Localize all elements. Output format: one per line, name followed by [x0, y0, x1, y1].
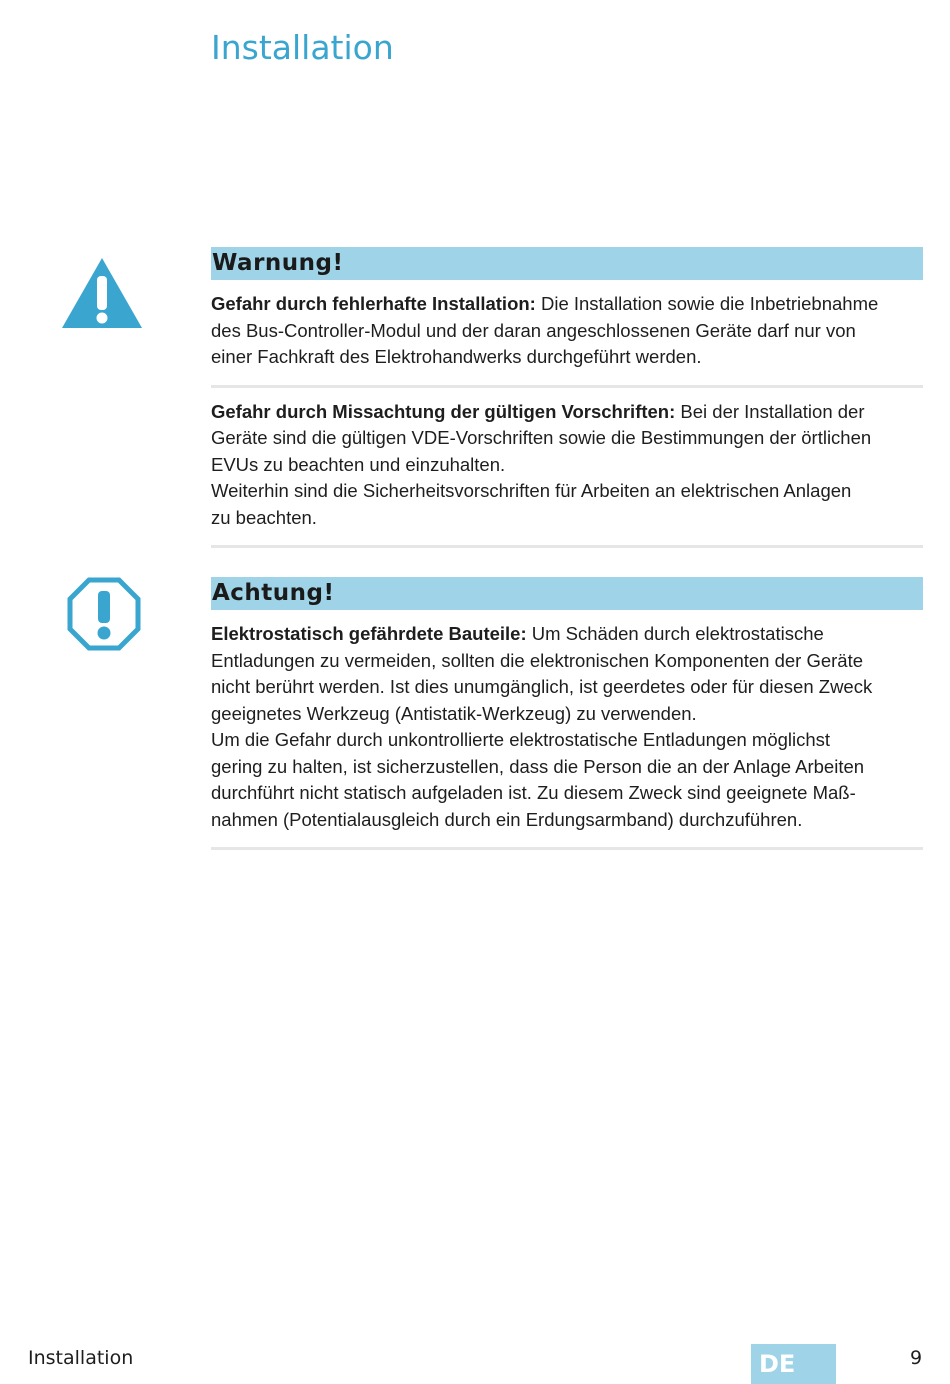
warning-p1-bold: Gefahr durch fehlerhafte Installation:: [211, 293, 536, 314]
caution-p1-line5: Um die Gefahr durch unkontrollierte elektrostatische Entladungen möglichst: [211, 729, 831, 750]
warning-p2-line2: Geräte sind die gültigen VDE-Vorschriften sowie die Bestimmungen der örtlichen: [211, 427, 872, 448]
warning-heading: Warnung!: [211, 247, 923, 280]
divider: [211, 847, 923, 850]
caution-p1-line4: geeignetes Werkzeug (Antistatik-Werkzeug) zu verwenden.: [211, 702, 697, 724]
caution-p1-line7: durchführt nicht statisch aufgeladen ist. Zu diesem Zweck sind geeignete Maß-: [211, 782, 856, 803]
warning-p1-line1: Die Installation sowie die Inbetriebnahme: [535, 293, 879, 314]
warning-p2-line4: Weiterhin sind die Sicherheitsvorschriften für Arbeiten an elektrischen Anlagen: [211, 480, 852, 501]
warning-section: [211, 247, 923, 548]
caution-p1-line8: nahmen (Potentialausgleich durch ein Erdungsarmband) durchzuführen.: [211, 808, 803, 830]
warning-paragraph-installation: [211, 291, 923, 371]
warning-p2-line3: EVUs zu beachten und einzuhalten.: [211, 453, 506, 475]
language-badge: DE: [751, 1344, 836, 1384]
warning-paragraph-regulations: [211, 399, 923, 532]
warning-p2-line5: zu beachten.: [211, 506, 317, 528]
divider: [211, 545, 923, 548]
warning-p1-line2: des Bus-Controller-Modul und der daran angeschlossenen Geräte darf nur von: [211, 319, 856, 341]
caution-p1-line6: gering zu halten, ist sicherzustellen, dass die Person die an der Anlage Arbeiten: [211, 755, 865, 777]
page-title: Installation: [211, 28, 394, 67]
caution-p1-line3: nicht berührt werden. Ist dies unumgänglich, ist geerdetes oder für diesen Zweck: [211, 676, 873, 697]
caution-p1-line2: Entladungen zu vermeiden, sollten die elektronischen Komponenten der Geräte: [211, 649, 864, 671]
caution-heading: Achtung!: [211, 577, 923, 610]
footer-section-label: Installation: [28, 1347, 134, 1369]
warning-p2-bold: Gefahr durch Missachtung der gültigen Vorschriften:: [211, 400, 676, 422]
caution-p1-line1: Um Schäden durch elektrostatische: [526, 623, 824, 644]
warning-p1-line3: einer Fachkraft des Elektrohandwerks durchgeführt werden.: [211, 346, 702, 367]
page-number: 9: [910, 1347, 923, 1369]
caution-p1-bold: Elektrostatisch gefährdete Bauteile:: [211, 623, 527, 644]
caution-octagon-icon: [67, 577, 141, 651]
warning-triangle-icon: [60, 256, 144, 330]
caution-section: [211, 577, 923, 850]
caution-paragraph-esd: [211, 621, 923, 833]
warning-p2-line1: Bei der Installation der: [675, 400, 865, 422]
